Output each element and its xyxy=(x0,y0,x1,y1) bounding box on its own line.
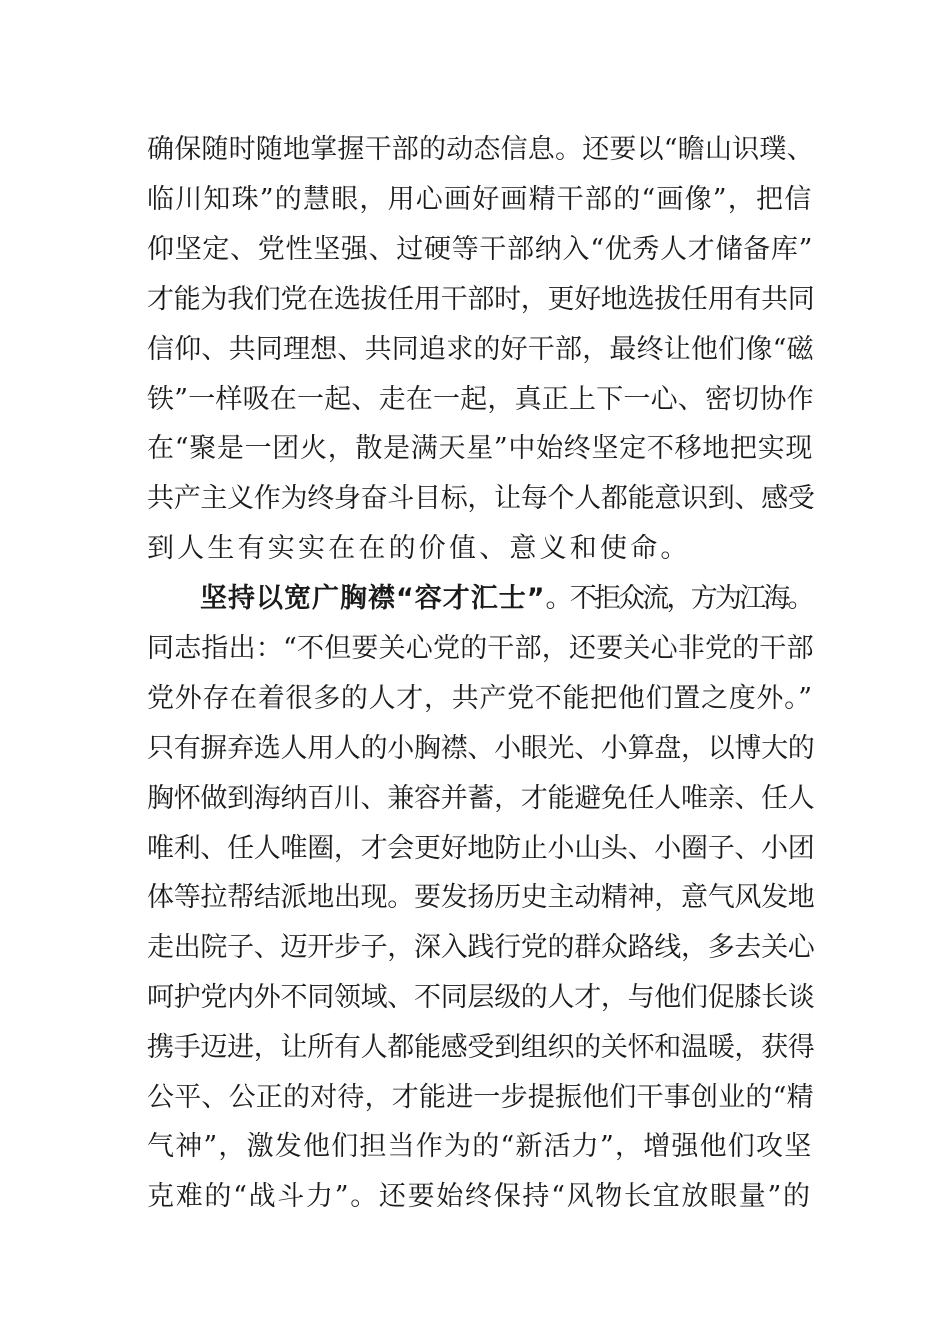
text-line: 气神”，激发他们担当作为的“新活力”，增强他们攻坚 xyxy=(147,1131,813,1162)
text-line: 只有摒弃选人用人的小胸襟、小眼光、小算盘，以博大的 xyxy=(147,733,815,764)
text-line: 党外存在着很多的人才，共产党不能把他们置之度外。” xyxy=(147,683,813,714)
text-line: 信仰、共同理想、共同追求的好干部，最终让他们像“磁 xyxy=(147,334,814,365)
text-line: 携手迈进，让所有人都能感受到组织的关怀和温暖，获得 xyxy=(147,1032,815,1063)
text-line: 克难的“战斗力”。还要始终保持“风物长宜放眼量”的 xyxy=(147,1181,812,1212)
text-line: 走出院子、迈开步子，深入践行党的群众路线，多去关心 xyxy=(147,932,815,963)
text-line: 才能为我们党在选拔任用干部时，更好地选拔任用有共同 xyxy=(147,284,815,315)
text-line: 在“聚是一团火，散是满天星”中始终坚定不移地把实现 xyxy=(147,433,814,464)
text-line: 胸怀做到海纳百川、兼容并蓄，才能避免任人唯亲、任人 xyxy=(147,783,815,814)
text-line: 仰坚定、党性坚强、过硬等干部纳入“优秀人才储备库” xyxy=(147,234,814,265)
paragraph-lead-line xyxy=(200,579,812,619)
paragraph-heading: 坚持以宽广胸襟“容才汇士” xyxy=(200,583,546,614)
text-line: 唯利、任人唯圈，才会更好地防止小山头、小圈子、小团 xyxy=(147,833,815,864)
paragraph-lead-text: 。不拒众流，方为江海。 xyxy=(545,583,812,614)
text-line: 铁”一样吸在一起、走在一起，真正上下一心、密切协作 xyxy=(147,384,814,415)
text-line: 临川知珠”的慧眼，用心画好画精干部的“画像”，把信 xyxy=(147,184,813,215)
text-line: 共产主义作为终身奋斗目标，让每个人都能意识到、感受 xyxy=(147,483,815,514)
text-line: 公平、公正的对待，才能进一步提振他们干事创业的“精 xyxy=(147,1082,814,1113)
text-line: 呵护党内外不同领域、不同层级的人才，与他们促膝长谈 xyxy=(147,982,815,1013)
text-line: 确保随时随地掌握干部的动态信息。还要以“瞻山识璞、 xyxy=(147,134,814,165)
text-line: 到人生有实实在在的价值、意义和使命。 xyxy=(147,533,691,564)
text-line: 体等拉帮结派地出现。要发扬历史主动精神，意气风发地 xyxy=(147,882,815,913)
text-line: 同志指出：“不但要关心党的干部，还要关心非党的干部 xyxy=(147,633,814,664)
